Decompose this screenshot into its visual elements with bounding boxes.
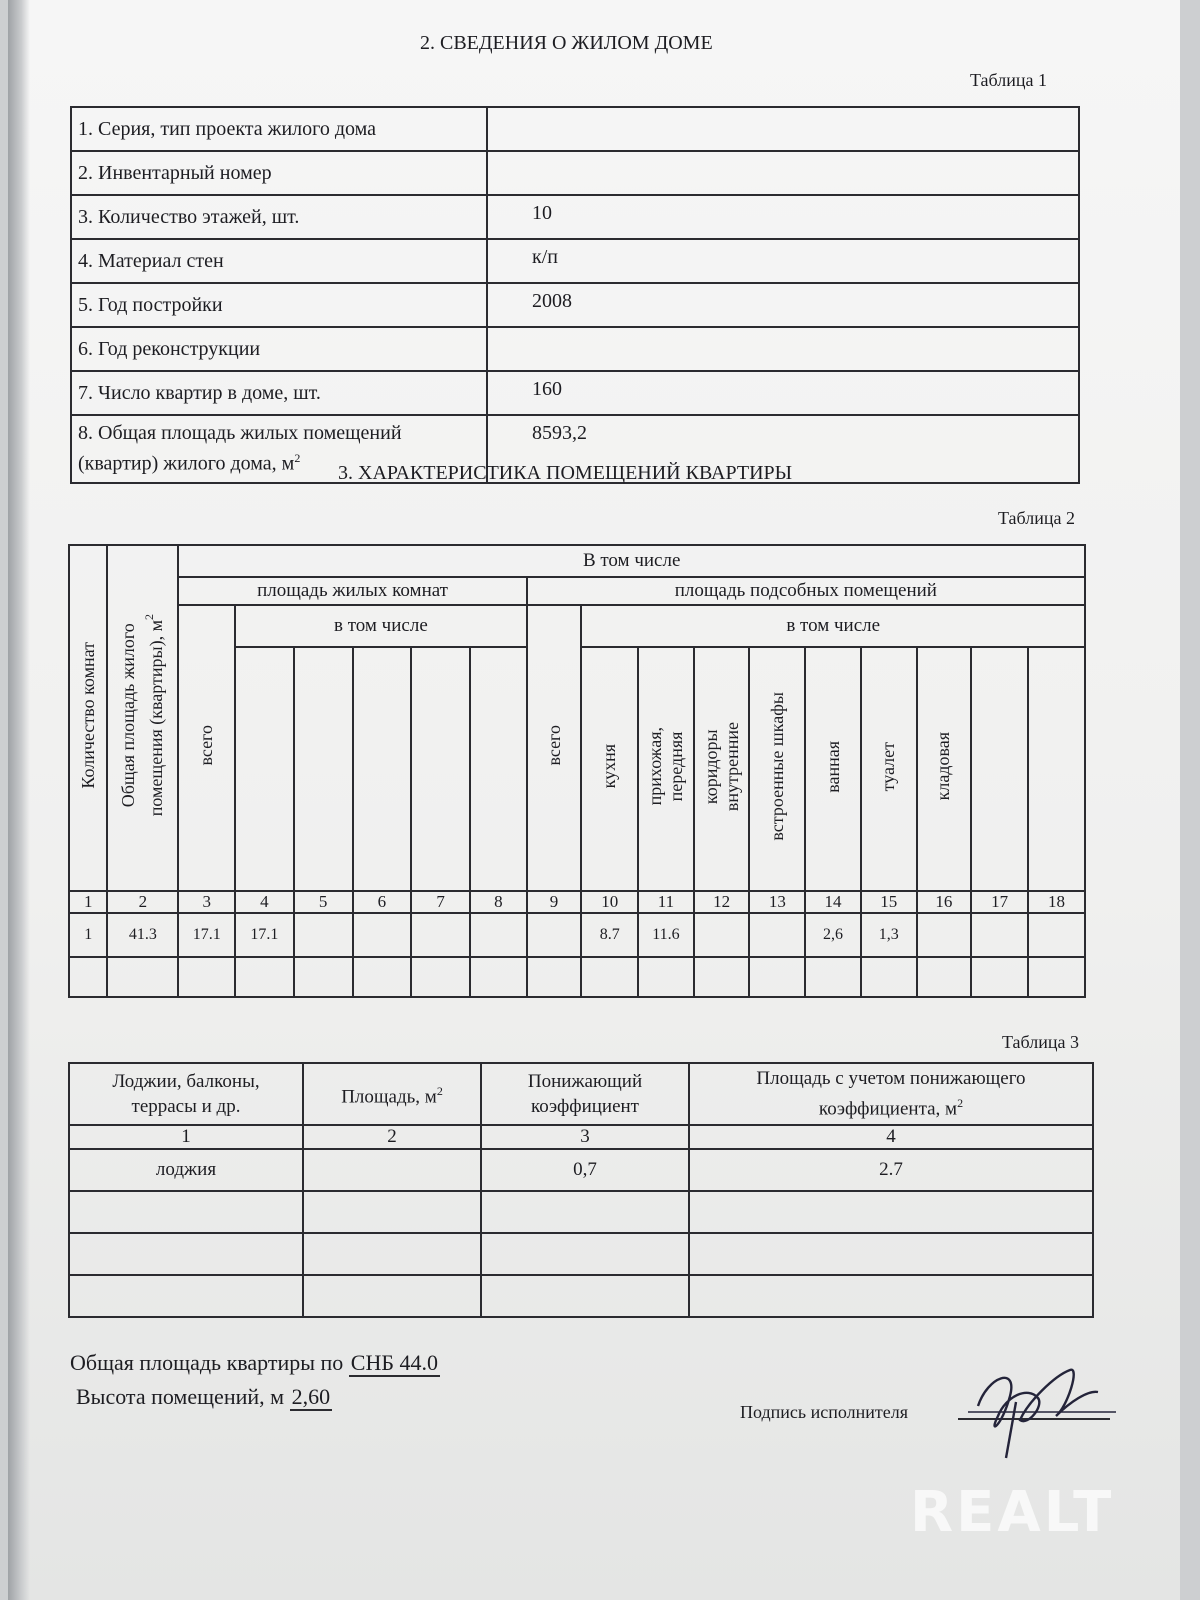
table-cell (470, 957, 527, 997)
table-2-label: Таблица 2 (998, 508, 1075, 528)
header-aux-room (971, 647, 1028, 891)
header-coefficient: Понижающий коэффициент (481, 1063, 689, 1125)
table-cell: 1,3 (861, 913, 917, 957)
header-rooms-count: Количество комнат (69, 545, 107, 891)
watermark-logo: REALT (910, 1480, 1115, 1545)
house-info-label: 1. Серия, тип проекта жилого дома (71, 107, 487, 151)
table-cell (353, 913, 412, 957)
table-cell (917, 957, 972, 997)
column-numbers-row (69, 1125, 1093, 1149)
room-height-line (76, 1384, 332, 1410)
header-living-room (294, 647, 353, 891)
table-cell: 2,6 (805, 913, 861, 957)
column-number: 4 (689, 1125, 1093, 1149)
table-cell (749, 957, 805, 997)
header-living-room (411, 647, 470, 891)
header-living-room (470, 647, 527, 891)
column-number: 18 (1028, 891, 1085, 913)
house-info-label: 7. Число квартир в доме, шт. (71, 371, 487, 415)
signature-icon (958, 1346, 1128, 1466)
house-info-label: 6. Год реконструкции (71, 327, 487, 371)
column-number: 15 (861, 891, 917, 913)
house-info-value: 160 (487, 371, 1079, 415)
house-info-label: 3. Количество этажей, шт. (71, 195, 487, 239)
header-adjusted-area: Площадь с учетом понижающего коэффициента, $м^2$ (689, 1063, 1093, 1125)
header-hallway: прихожая, передняя (638, 647, 694, 891)
header-corridors: коридоры внутренние (694, 647, 750, 891)
table-cell (638, 957, 694, 997)
column-number: 1 (69, 891, 107, 913)
table-row (71, 327, 1079, 371)
room-height-label: Высота помещений, м (76, 1384, 285, 1409)
table-cell: лоджия (69, 1149, 303, 1191)
table-cell (1028, 957, 1085, 997)
column-number: 6 (353, 891, 412, 913)
table-row (69, 1191, 1093, 1233)
table-row (71, 107, 1079, 151)
table-row (69, 1233, 1093, 1275)
column-number: 12 (694, 891, 750, 913)
house-info-table (70, 106, 1080, 484)
table-row (69, 913, 1085, 957)
header-aux-room (1028, 647, 1085, 891)
column-numbers-row (69, 891, 1085, 913)
table-cell (917, 913, 972, 957)
table-cell (805, 957, 861, 997)
label-line-2: (квартир) жилого дома, м (78, 452, 295, 475)
table-cell: 8.7 (581, 913, 638, 957)
table-row (69, 1149, 1093, 1191)
table-cell: 2.7 (689, 1149, 1093, 1191)
apartment-rooms-table (68, 544, 1086, 998)
table-row (71, 239, 1079, 283)
column-number: 9 (527, 891, 582, 913)
column-number: 4 (235, 891, 294, 913)
table-3-label: Таблица 3 (1002, 1032, 1079, 1052)
house-info-value: 8593,2 (487, 415, 1079, 483)
header-storage: кладовая (917, 647, 972, 891)
house-info-value (487, 107, 1079, 151)
table-row (71, 195, 1079, 239)
table-cell (694, 957, 750, 997)
table-cell (694, 913, 750, 957)
section-2-title: 2. СВЕДЕНИЯ О ЖИЛОМ ДОМЕ (420, 32, 713, 54)
table-cell (411, 957, 470, 997)
header-aux-total: всего (527, 605, 582, 891)
header-row (69, 1063, 1093, 1125)
column-number: 14 (805, 891, 861, 913)
column-number: 7 (411, 891, 470, 913)
table-cell (294, 957, 353, 997)
column-number: 2 (303, 1125, 481, 1149)
house-info-label: 5. Год постройки (71, 283, 487, 327)
header-total-area: Общая площадь жилого помещения (квартиры), $м^2$ (107, 545, 178, 891)
header-row (69, 605, 1085, 647)
superscript: 2 (294, 451, 301, 466)
header-area: Площадь, $м^2$ (303, 1063, 481, 1125)
table-cell (69, 957, 107, 997)
header-auxiliary-area: площадь подсобных помещений (527, 577, 1085, 605)
column-number: 13 (749, 891, 805, 913)
header-including: В том числе (178, 545, 1085, 577)
signature-label: Подпись исполнителя (740, 1402, 908, 1422)
table-cell (1028, 913, 1085, 957)
table-row (71, 151, 1079, 195)
header-living-room (353, 647, 412, 891)
table-cell (861, 957, 917, 997)
column-number: 2 (107, 891, 178, 913)
header-row (69, 545, 1085, 577)
total-area-value: СНБ 44.0 (350, 1350, 438, 1375)
header-living-total: всего (178, 605, 235, 891)
table-cell: 41.3 (107, 913, 178, 957)
house-info-value: 2008 (487, 283, 1079, 327)
table-row (69, 1275, 1093, 1317)
page-shadow-edge (8, 0, 30, 1600)
document-page (8, 0, 1180, 1600)
column-number: 5 (294, 891, 353, 913)
table-cell (527, 957, 582, 997)
header-toilet: туалет (861, 647, 917, 891)
loggia-table (68, 1062, 1094, 1318)
column-number: 1 (69, 1125, 303, 1149)
header-bathroom: ванная (805, 647, 861, 891)
column-number: 3 (178, 891, 235, 913)
column-number: 17 (971, 891, 1028, 913)
header-kitchen: кухня (581, 647, 638, 891)
table-row (71, 371, 1079, 415)
house-info-label: 2. Инвентарный номер (71, 151, 487, 195)
house-info-value: 10 (487, 195, 1079, 239)
table-cell: 0,7 (481, 1149, 689, 1191)
header-closets: встроенные шкафы (749, 647, 805, 891)
room-height-value: 2,60 (291, 1384, 331, 1409)
house-info-label: 4. Материал стен (71, 239, 487, 283)
table-cell (303, 1149, 481, 1191)
header-living-in-that: в том числе (235, 605, 527, 647)
column-number: 10 (581, 891, 638, 913)
table-cell (353, 957, 412, 997)
table-row (69, 957, 1085, 997)
label-line-1: 8. Общая площадь жилых помещений (78, 422, 402, 445)
table-1-label: Таблица 1 (970, 70, 1047, 90)
table-cell (971, 913, 1028, 957)
section-3-title: 3. ХАРАКТЕРИСТИКА ПОМЕЩЕНИЙ КВАРТИРЫ (338, 462, 793, 484)
table-cell (470, 913, 527, 957)
header-aux-in-that: в том числе (581, 605, 1085, 647)
total-area-label: Общая площадь квартиры по (70, 1350, 344, 1375)
table-cell (107, 957, 178, 997)
header-living-room (235, 647, 294, 891)
table-cell: 1 (69, 913, 107, 957)
header-living-area: площадь жилых комнат (178, 577, 526, 605)
table-cell (294, 913, 353, 957)
table-row (71, 283, 1079, 327)
table-cell: 17.1 (235, 913, 294, 957)
table-cell (527, 913, 582, 957)
table-cell (411, 913, 470, 957)
column-number: 8 (470, 891, 527, 913)
house-info-value (487, 151, 1079, 195)
column-number: 16 (917, 891, 972, 913)
table-cell (971, 957, 1028, 997)
header-loggia: Лоджии, балконы, террасы и др. (69, 1063, 303, 1125)
table-cell: 17.1 (178, 913, 235, 957)
total-area-line (70, 1350, 440, 1376)
house-info-value: к/п (487, 239, 1079, 283)
table-cell (178, 957, 235, 997)
table-cell (749, 913, 805, 957)
table-cell: 11.6 (638, 913, 694, 957)
table-cell (581, 957, 638, 997)
table-cell (235, 957, 294, 997)
header-row (69, 577, 1085, 605)
house-info-value (487, 327, 1079, 371)
column-number: 11 (638, 891, 694, 913)
column-number: 3 (481, 1125, 689, 1149)
